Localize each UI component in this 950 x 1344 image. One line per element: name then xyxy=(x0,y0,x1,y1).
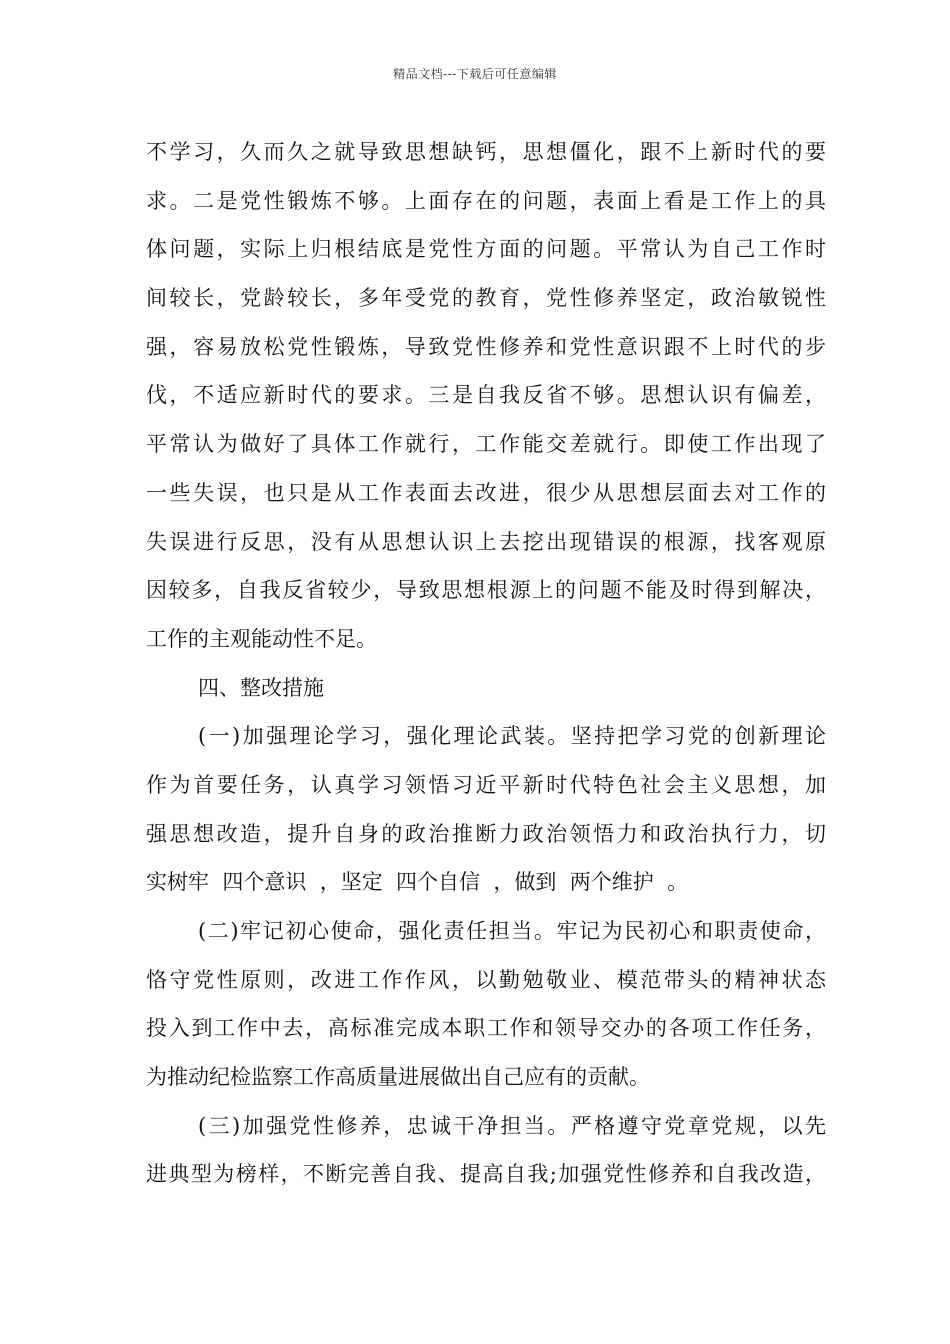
text-line: 因较多，自我反省较少，导致思想根源上的问题不能及时得到解决， xyxy=(146,578,826,603)
document-body xyxy=(146,128,826,1199)
text-line: 一些失误，也只是从工作表面去改进，很少从思想层面去对工作的 xyxy=(146,480,826,505)
text-line: 为推动纪检监察工作高质量进展做出自己应有的贡献。 xyxy=(146,1065,650,1090)
text-line: 强，容易放松党性锻炼，导致党性修养和党性意识跟不上时代的步 xyxy=(146,334,826,359)
text-line: (二)牢记初心使命，强化责任担当。牢记为民初心和职责使命， xyxy=(198,919,826,943)
text-line: 间较长，党龄较长，多年受党的教育，党性修养坚定，政治敏锐性 xyxy=(146,286,826,311)
text-line: 投入到工作中去，高标准完成本职工作和领导交办的各项工作任务， xyxy=(146,1016,826,1041)
text-line: 平常认为做好了具体工作就行，工作能交差就行。即使工作出现了 xyxy=(146,432,826,457)
text-line: 求。二是党性锻炼不够。上面存在的问题，表面上看是工作上的具 xyxy=(146,188,826,213)
text-line: 进典型为榜样，不断完善自我、提高自我;加强党性修养和自我改造， xyxy=(146,1162,826,1187)
text-line: 实树牢 四个意识 ，坚定 四个自信 ，做到 两个维护 。 xyxy=(146,870,689,895)
text-line: 工作的主观能动性不足。 xyxy=(146,626,377,651)
text-line: 体问题，实际上归根结底是党性方面的问题。平常认为自己工作时 xyxy=(146,237,826,262)
section-heading: 四、整改措施 xyxy=(198,675,324,700)
text-line: 失误进行反思，没有从思想认识上去挖出现错误的根源，找客观原 xyxy=(146,529,826,554)
text-line: 伐，不适应新时代的要求。三是自我反省不够。思想认识有偏差， xyxy=(146,383,826,408)
text-line: 恪守党性原则，改进工作作风，以勤勉敬业、模范带头的精神状态 xyxy=(146,967,826,992)
text-line: (三)加强党性修养，忠诚干净担当。严格遵守党章党规，以先 xyxy=(198,1113,826,1138)
text-line: (一)加强理论学习，强化理论武装。坚持把学习党的创新理论 xyxy=(198,724,826,749)
text-line: 不学习，久而久之就导致思想缺钙，思想僵化，跟不上新时代的要 xyxy=(146,140,826,164)
text-line: 作为首要任务，认真学习领悟习近平新时代特色社会主义思想，加 xyxy=(146,772,826,797)
page-header: 精品文档---下载后可任意编辑 xyxy=(393,67,557,81)
text-line: 强思想改造，提升自身的政治推断力政治领悟力和政治执行力，切 xyxy=(146,821,826,846)
